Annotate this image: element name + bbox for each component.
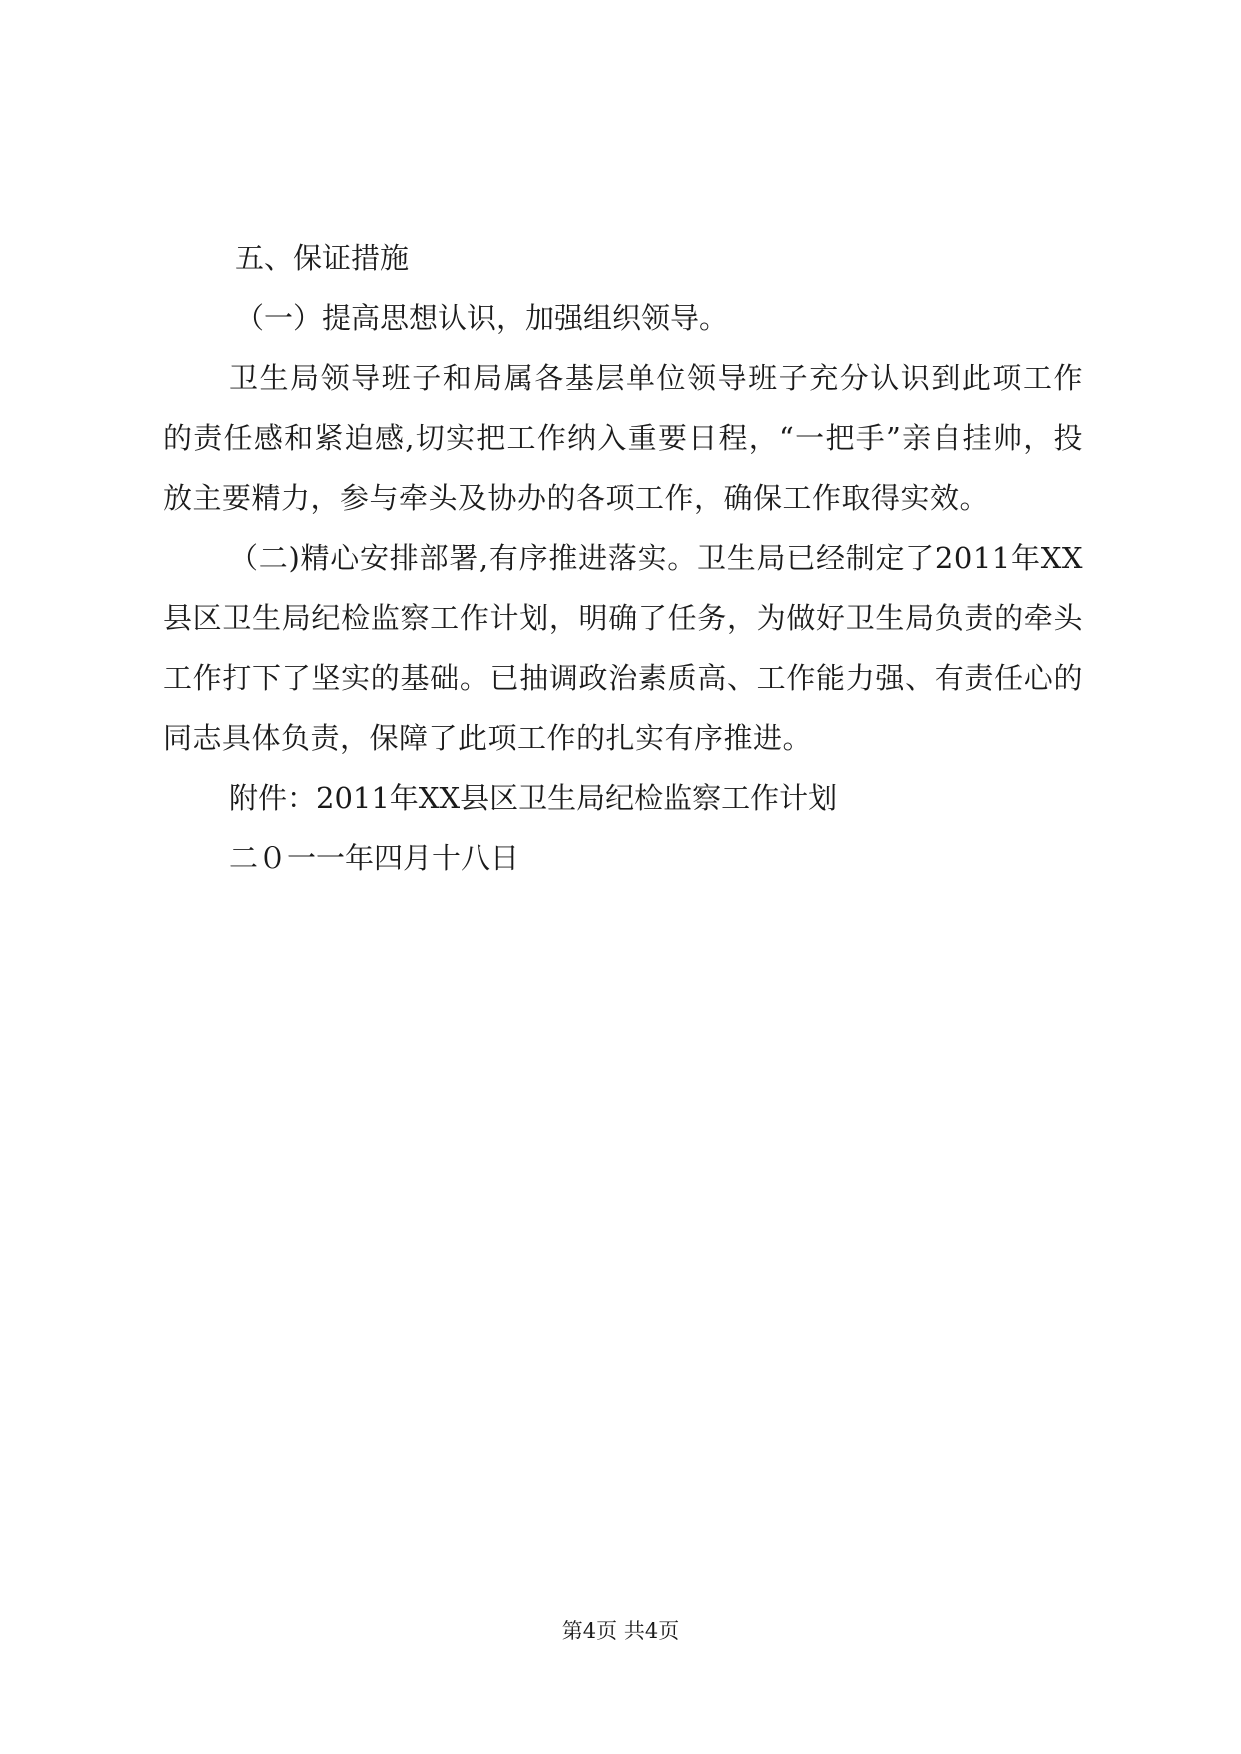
attachment-line: 附件：2011年XX县区卫生局纪检监察工作计划 xyxy=(229,781,838,815)
paragraph-1: 卫生局领导班子和局属各基层单位领导班子充分认识到此项工作的责任感和紧迫感,切实把工作纳入重要日程，“一把手”亲自挂帅，投放主要精力，参与牵头及协办的各项工作，确保工作取得实效。 xyxy=(163,361,1083,515)
page-footer xyxy=(0,1615,1241,1645)
date-line: 二０一一年四月十八日 xyxy=(229,841,520,875)
subsection-title-1: （一）提高思想认识，加强组织领导。 xyxy=(235,301,729,335)
page-number: 第4页 共4页 xyxy=(561,1619,680,1643)
section-heading: 五、保证措施 xyxy=(235,241,410,275)
document-body xyxy=(163,228,1083,888)
paragraph-2: （二)精心安排部署,有序推进落实。卫生局已经制定了2011年XX县区卫生局纪检监察工作计划，明确了任务，为做好卫生局负责的牵头工作打下了坚实的基础。已抽调政治素质高、工作能力强、有责任心的同志具体负责，保障了此项工作的扎实有序推进。 xyxy=(163,541,1083,755)
